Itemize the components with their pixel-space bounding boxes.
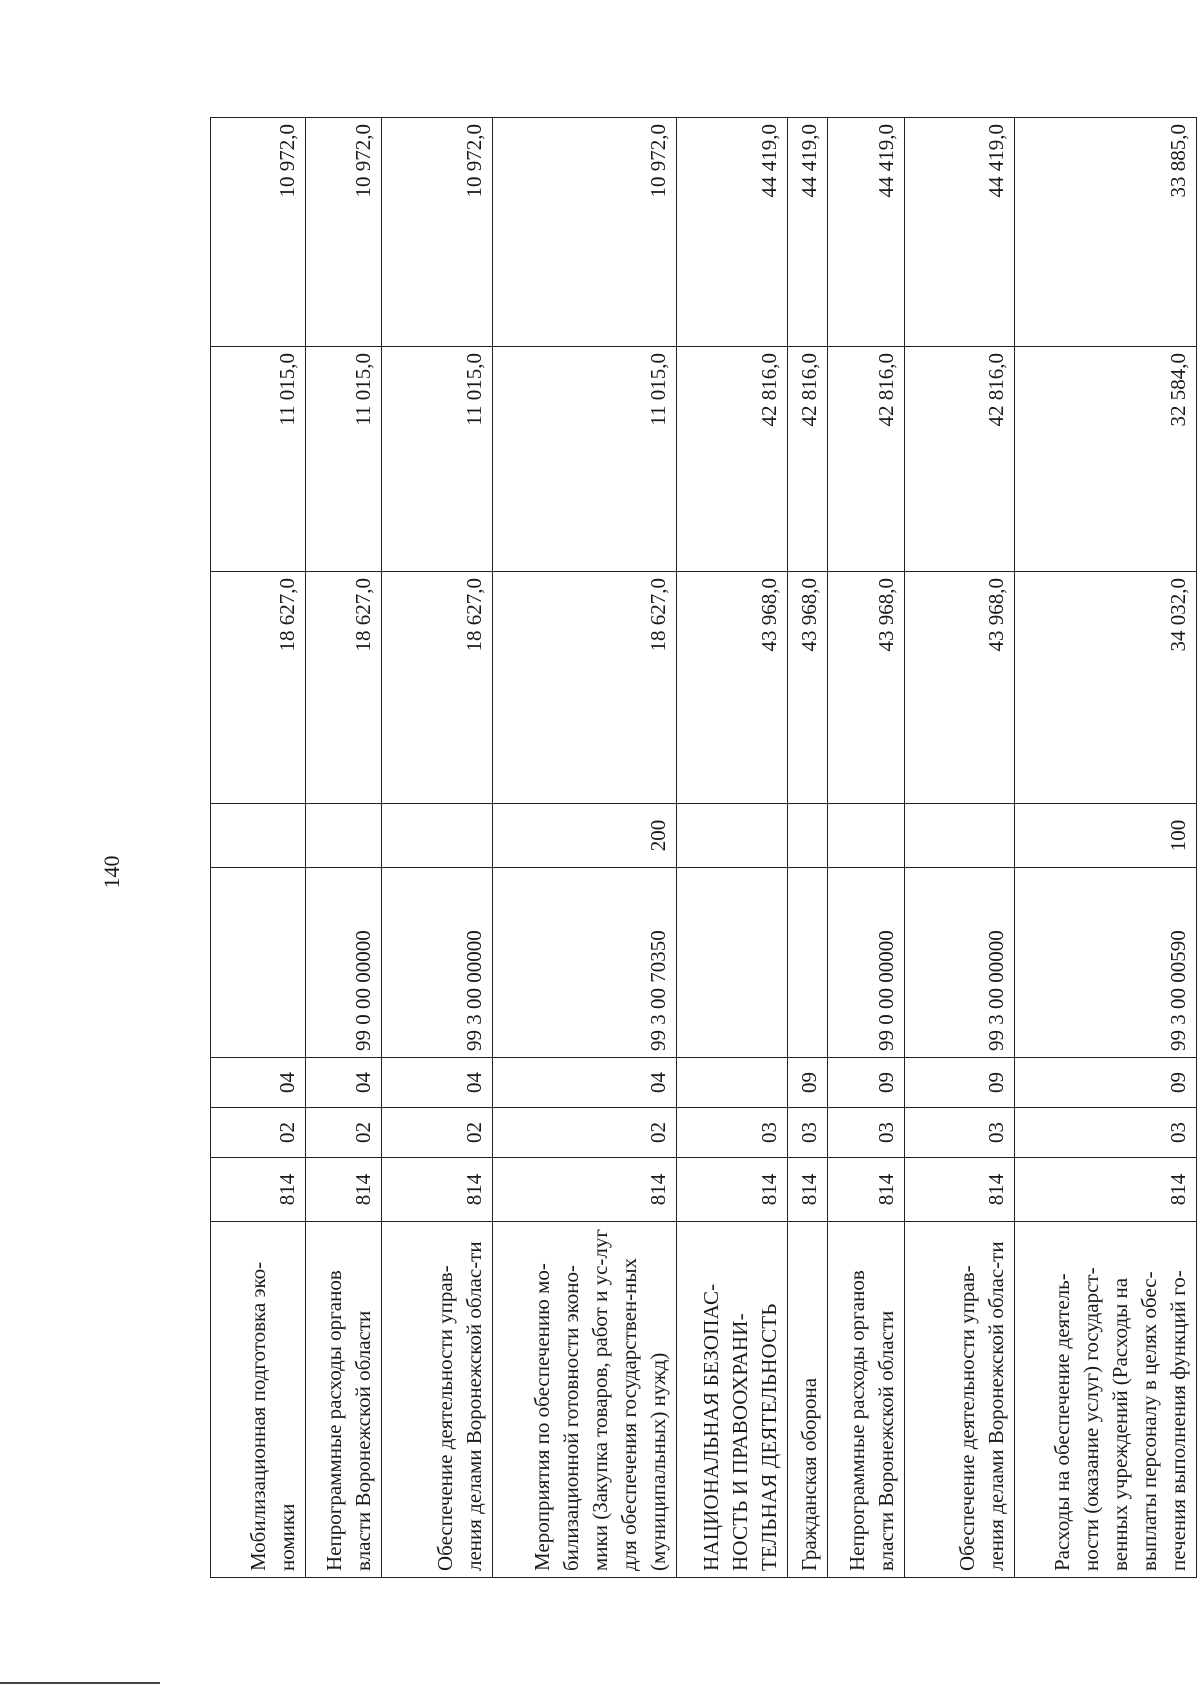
cell-year3: 10 972,0: [493, 118, 677, 347]
cell-cs: [677, 868, 788, 1058]
cell-vr: [306, 804, 382, 868]
table-row: [904, 118, 1015, 1578]
cell-pr: 04: [493, 1058, 677, 1108]
cell-rz: 03: [1015, 1108, 1197, 1158]
cell-vr: [382, 804, 493, 868]
table-row: [677, 118, 788, 1578]
cell-gr: 814: [306, 1158, 382, 1222]
cell-vr: [788, 804, 828, 868]
cell-year2: 42 816,0: [828, 347, 904, 572]
cell-year2: 32 584,0: [1015, 347, 1197, 572]
cell-name: Непрограммные расходы органов власти Воронежской области: [828, 1222, 904, 1578]
cell-gr: 814: [788, 1158, 828, 1222]
cell-gr: 814: [211, 1158, 306, 1222]
cell-rz: 03: [828, 1108, 904, 1158]
cell-year1: 43 968,0: [788, 572, 828, 804]
cell-year3: 10 972,0: [382, 118, 493, 347]
cell-year3: 44 419,0: [828, 118, 904, 347]
cell-year3: 44 419,0: [904, 118, 1015, 347]
table-row: [382, 118, 493, 1578]
cell-name: Мероприятия по обеспечению мо-билизационной готовности эконо-мики (Закупка товаров, работ и ус-луг для обеспечения государствен-ных (муниципальных) нужд): [493, 1222, 677, 1578]
table-row: [211, 118, 306, 1578]
cell-name: Расходы на обеспечение деятель-ности (оказание услуг) государст-венных учреждений (Расходы на выплаты персоналу в целях обес-печения выполнения функций го-: [1015, 1222, 1197, 1578]
cell-gr: 814: [1015, 1158, 1197, 1222]
cell-cs: 99 0 00 00000: [306, 868, 382, 1058]
cell-pr: 04: [211, 1058, 306, 1108]
cell-cs: 99 3 00 70350: [493, 868, 677, 1058]
cell-name: Гражданская оборона: [788, 1222, 828, 1578]
cell-pr: 09: [904, 1058, 1015, 1108]
cell-rz: 02: [211, 1108, 306, 1158]
cell-year2: 11 015,0: [493, 347, 677, 572]
cell-name: Непрограммные расходы органов власти Воронежской области: [306, 1222, 382, 1578]
cell-cs: [788, 868, 828, 1058]
cell-gr: 814: [677, 1158, 788, 1222]
cell-year1: 18 627,0: [306, 572, 382, 804]
table-row: [828, 118, 904, 1578]
table-row: [788, 118, 828, 1578]
page-number: 140: [99, 855, 124, 889]
table-row: [306, 118, 382, 1578]
cell-year3: 33 885,0: [1015, 118, 1197, 347]
cell-cs: 99 3 00 00000: [382, 868, 493, 1058]
cell-vr: 100: [1015, 804, 1197, 868]
cell-year3: 10 972,0: [211, 118, 306, 347]
cell-year2: 11 015,0: [211, 347, 306, 572]
footer-rule: [0, 1682, 160, 1684]
cell-gr: 814: [382, 1158, 493, 1222]
cell-year1: 18 627,0: [211, 572, 306, 804]
cell-vr: [211, 804, 306, 868]
cell-cs: 99 3 00 00590: [1015, 868, 1197, 1058]
cell-year2: 42 816,0: [904, 347, 1015, 572]
cell-pr: 09: [1015, 1058, 1197, 1108]
cell-pr: 09: [788, 1058, 828, 1108]
cell-year2: 11 015,0: [382, 347, 493, 572]
rotated-table-container: [210, 118, 1197, 1578]
cell-name: Обеспечение деятельности управ-ления делами Воронежской облас-ти: [904, 1222, 1015, 1578]
cell-year1: 34 032,0: [1015, 572, 1197, 804]
cell-pr: [677, 1058, 788, 1108]
cell-year1: 18 627,0: [493, 572, 677, 804]
table-row: [493, 118, 677, 1578]
cell-year2: 11 015,0: [306, 347, 382, 572]
cell-year1: 43 968,0: [677, 572, 788, 804]
budget-table-body: [211, 118, 1197, 1578]
cell-year1: 43 968,0: [904, 572, 1015, 804]
table-row: [1015, 118, 1197, 1578]
cell-vr: [677, 804, 788, 868]
cell-rz: 03: [788, 1108, 828, 1158]
cell-pr: 04: [306, 1058, 382, 1108]
cell-gr: 814: [493, 1158, 677, 1222]
cell-year2: 42 816,0: [788, 347, 828, 572]
cell-year2: 42 816,0: [677, 347, 788, 572]
cell-rz: 03: [904, 1108, 1015, 1158]
cell-cs: 99 3 00 00000: [904, 868, 1015, 1058]
cell-year3: 44 419,0: [677, 118, 788, 347]
cell-rz: 03: [677, 1108, 788, 1158]
cell-year1: 43 968,0: [828, 572, 904, 804]
cell-vr: [828, 804, 904, 868]
cell-name: Обеспечение деятельности управ-ления делами Воронежской облас-ти: [382, 1222, 493, 1578]
cell-vr: 200: [493, 804, 677, 868]
cell-pr: 09: [828, 1058, 904, 1108]
cell-vr: [904, 804, 1015, 868]
cell-cs: [211, 868, 306, 1058]
cell-name: Мобилизационная подготовка эко-номики: [211, 1222, 306, 1578]
budget-table: [210, 117, 1197, 1578]
cell-rz: 02: [493, 1108, 677, 1158]
cell-cs: 99 0 00 00000: [828, 868, 904, 1058]
cell-name: НАЦИОНАЛЬНАЯ БЕЗОПАС-НОСТЬ И ПРАВООХРАНИ-ТЕЛЬНАЯ ДЕЯТЕЛЬНОСТЬ: [677, 1222, 788, 1578]
cell-pr: 04: [382, 1058, 493, 1108]
cell-year3: 44 419,0: [788, 118, 828, 347]
cell-gr: 814: [904, 1158, 1015, 1222]
cell-gr: 814: [828, 1158, 904, 1222]
cell-year3: 10 972,0: [306, 118, 382, 347]
cell-rz: 02: [306, 1108, 382, 1158]
cell-year1: 18 627,0: [382, 572, 493, 804]
cell-rz: 02: [382, 1108, 493, 1158]
